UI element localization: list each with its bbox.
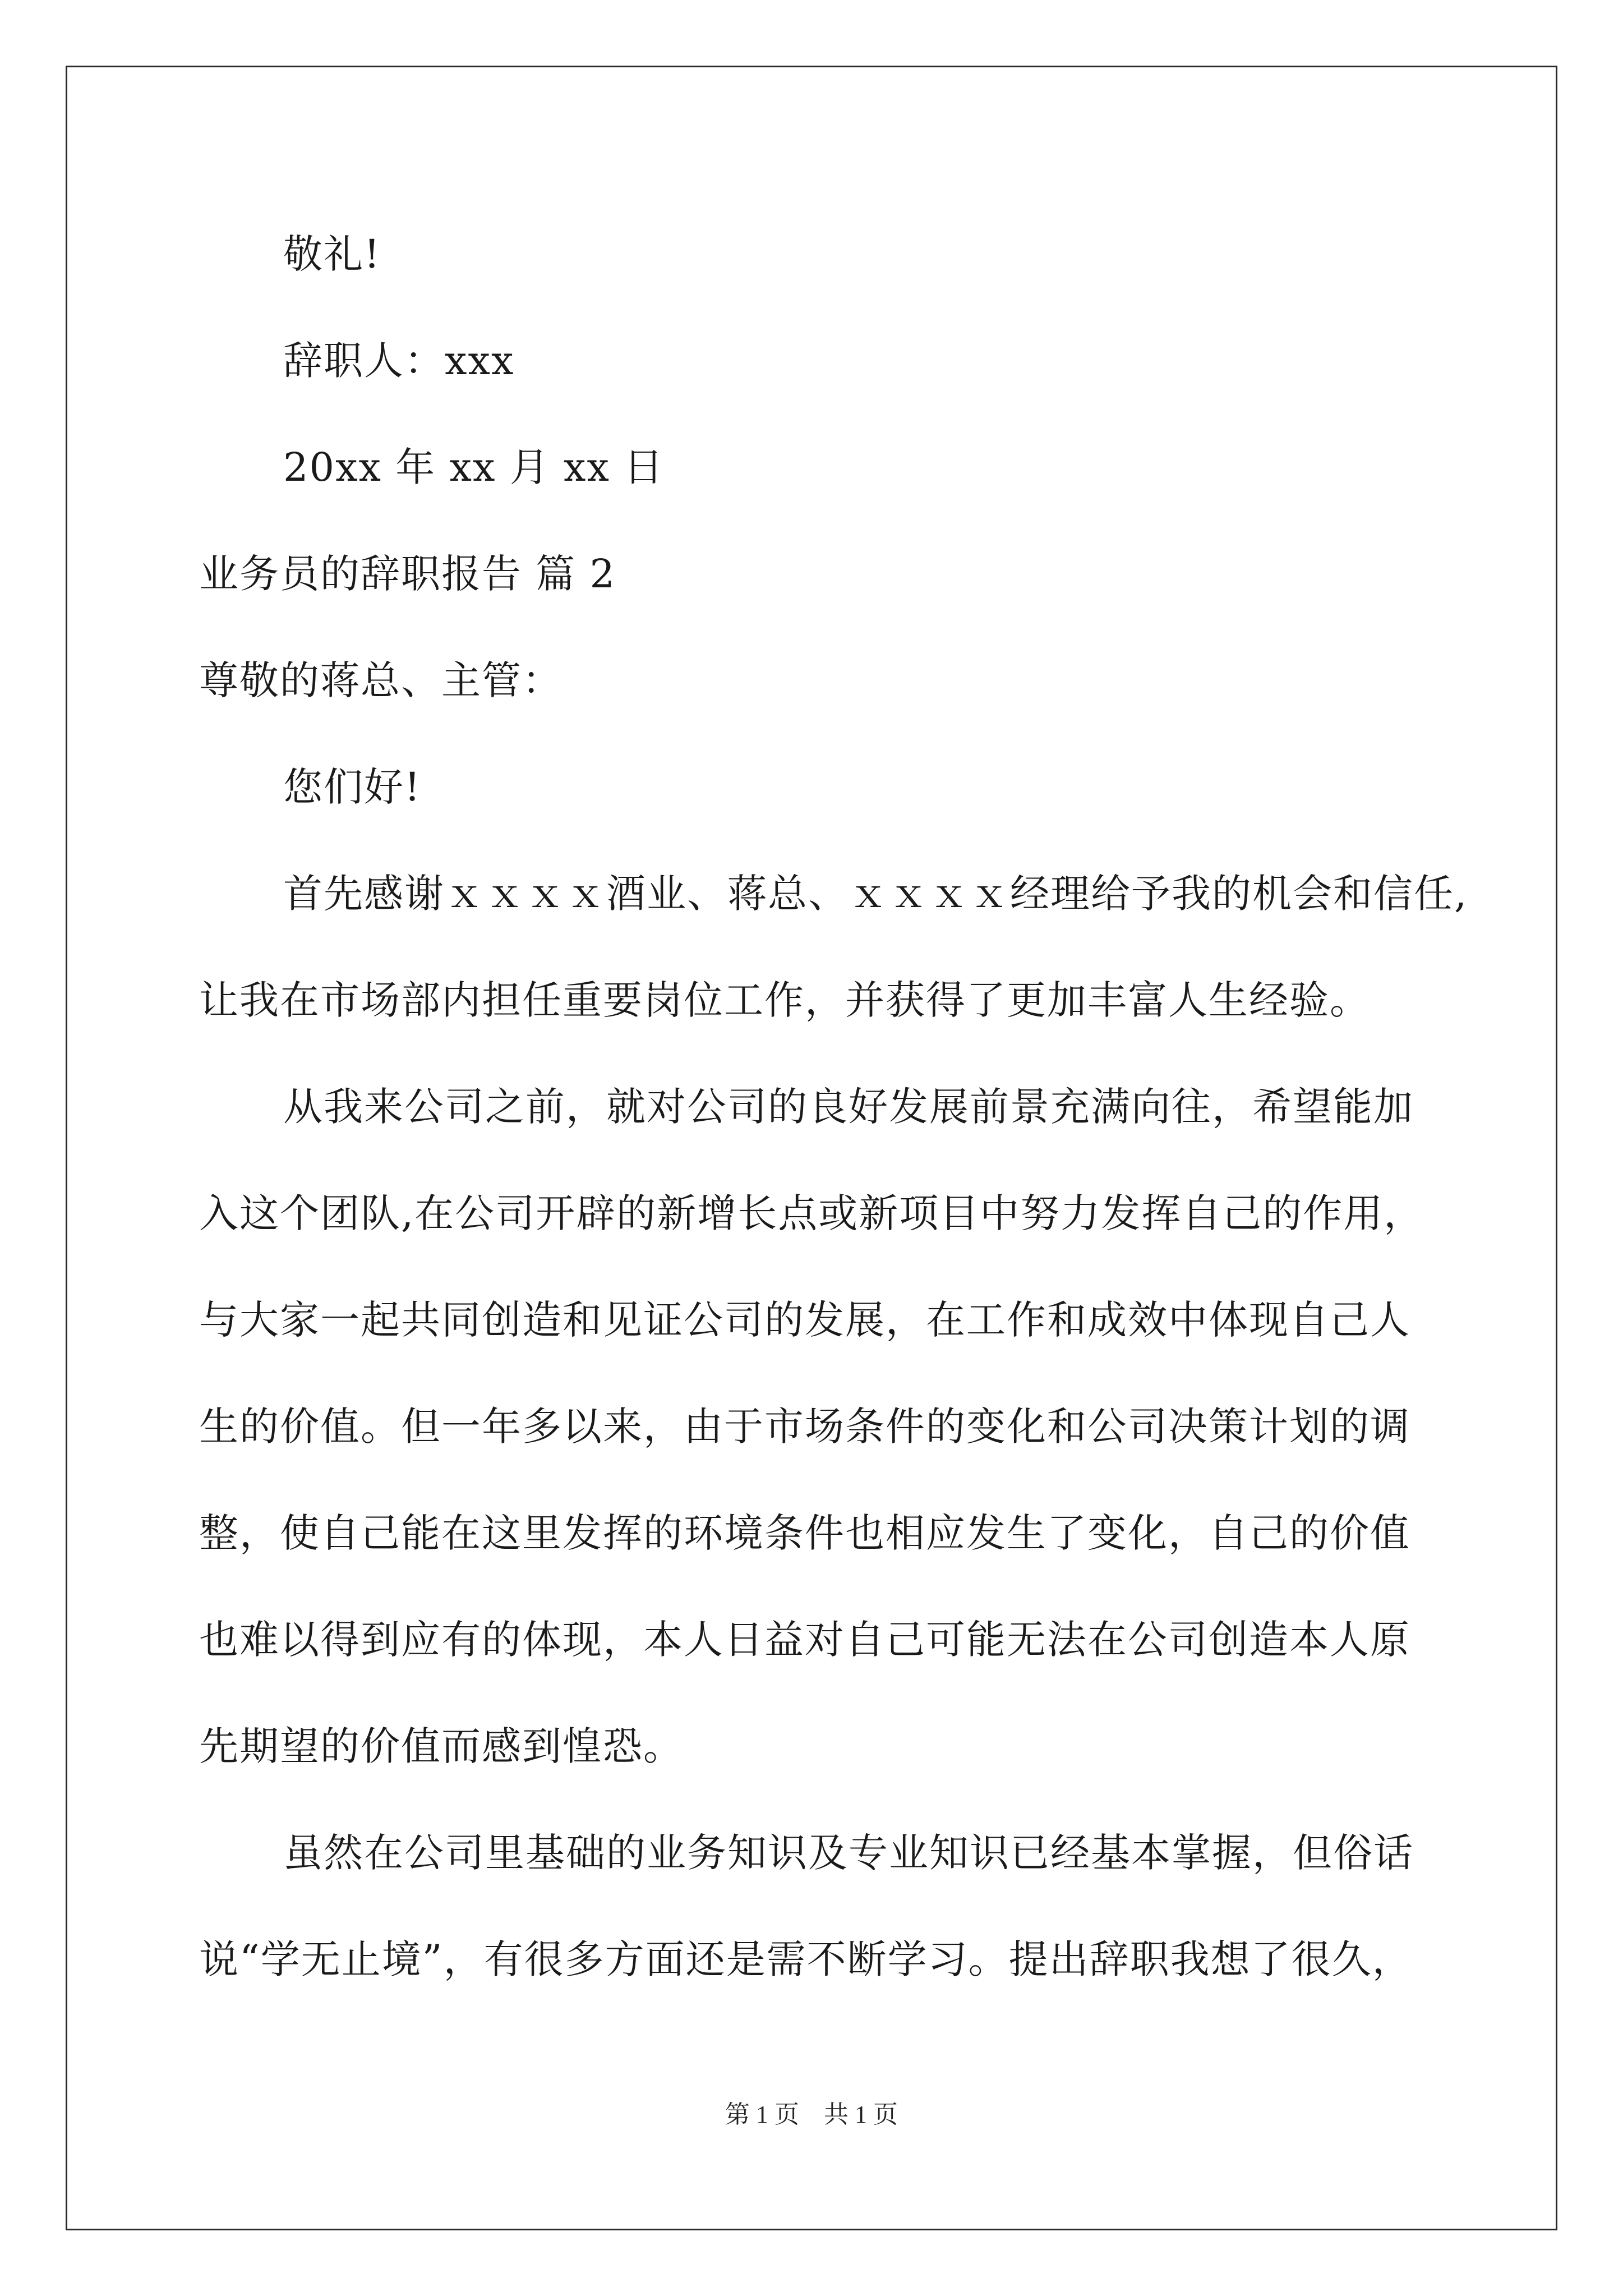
paragraph-line: 整，使自己能在这里发挥的环境条件也相应发生了变化，自己的价值: [199, 1510, 1410, 1556]
date-line: 20xx 年 xx 月 xx 日: [283, 444, 665, 490]
page-number-footer: 第 1 页 共 1 页: [725, 2101, 898, 2128]
signer-line: 辞职人：xxx: [283, 338, 515, 384]
paragraph-line: 也难以得到应有的体现，本人日益对自己可能无法在公司创造本人原: [199, 1617, 1410, 1663]
closing-salutation: 敬礼!: [283, 231, 381, 277]
paragraph-line: 生的价值。但一年多以来，由于市场条件的变化和公司决策计划的调: [199, 1404, 1410, 1450]
paragraph-line: 说“学无止境”，有很多方面还是需不断学习。提出辞职我想了很久，: [199, 1936, 1413, 1982]
greeting-line: 您们好!: [283, 764, 422, 810]
paragraph-line: 虽然在公司里基础的业务知识及专业知识已经基本掌握，但俗话: [283, 1830, 1414, 1876]
paragraph-line: 与大家一起共同创造和见证公司的发展，在工作和成效中体现自己人: [199, 1297, 1410, 1343]
page-border: [66, 66, 1557, 2230]
paragraph-line: 首先感谢ｘｘｘｘ酒业、蒋总、ｘｘｘｘ经理给予我的机会和信任,: [283, 871, 1468, 917]
paragraph-line: 从我来公司之前，就对公司的良好发展前景充满向往，希望能加: [283, 1084, 1414, 1130]
paragraph-line: 让我在市场部内担任重要岗位工作，并获得了更加丰富人生经验。: [199, 977, 1370, 1023]
addressee-line: 尊敬的蒋总、主管：: [199, 657, 562, 703]
paragraph-line: 先期望的价值而感到惶恐。: [199, 1723, 684, 1769]
section-heading: 业务员的辞职报告 篇 2: [199, 551, 616, 597]
paragraph-line: 入这个团队,在公司开辟的新增长点或新项目中努力发挥自己的作用，: [199, 1190, 1424, 1236]
